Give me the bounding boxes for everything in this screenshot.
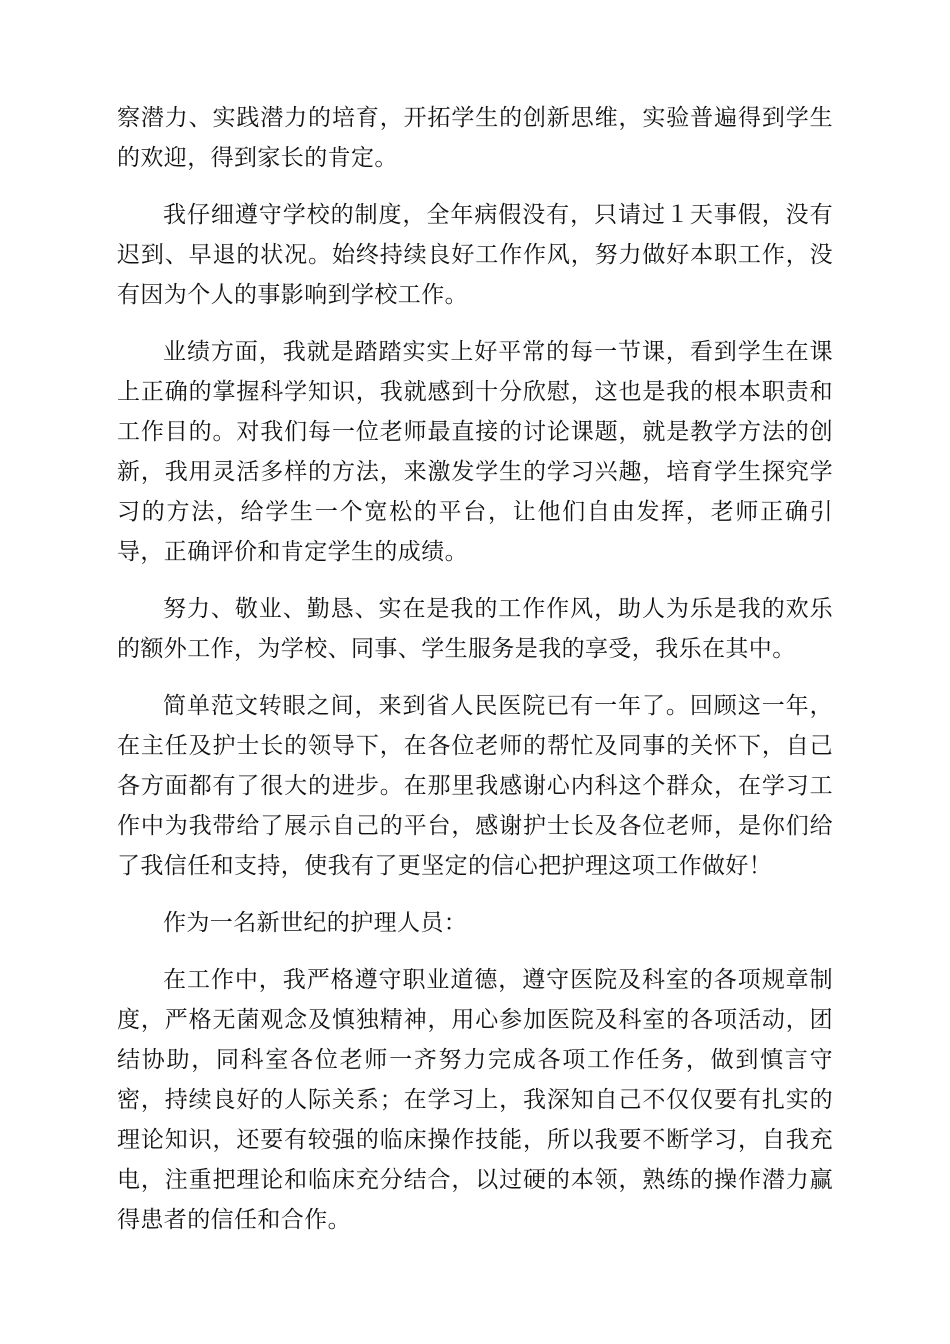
- paragraph-5: 简单范文转眼之间，来到省人民医院已有一年了。回顾这一年，在主任及护士长的领导下，在各位老师的帮忙及同事的关怀下，自己各方面都有了很大的进步。在那里我感谢心内科这个群众，在学习工作中为我带给了展示自己的平台，感谢护士长及各位老师，是你们给了我信任和支持，使我有了更坚定的信心把护理这项工作做好！: [117, 693, 833, 879]
- paragraph-4: 努力、敬业、勤恳、实在是我的工作作风，助人为乐是我的欢乐的额外工作，为学校、同事、学生服务是我的享受，我乐在其中。: [117, 596, 833, 662]
- paragraph-2: 我仔细遵守学校的制度，全年病假没有，只请过１天事假，没有迟到、早退的状况。始终持续良好工作作风，努力做好本职工作，没有因为个人的事影响到学校工作。: [117, 202, 833, 308]
- paragraph-3: 业绩方面，我就是踏踏实实上好平常的每一节课，看到学生在课上正确的掌握科学知识，我就感到十分欣慰，这也是我的根本职责和工作目的。对我们每一位老师最直接的讨论课题，就是教学方法的创新，我用灵活多样的方法，来激发学生的学习兴趣，培育学生探究学习的方法，给学生一个宽松的平台，让他们自由发挥，老师正确引导，正确评价和肯定学生的成绩。: [117, 339, 833, 565]
- paragraph-1: 察潜力、实践潜力的培育，开拓学生的创新思维，实验普遍得到学生的欢迎，得到家长的肯定。: [117, 105, 833, 171]
- document-body: [117, 98, 833, 1240]
- paragraph-6: 作为一名新世纪的护理人员：: [163, 910, 468, 936]
- paragraph-7: 在工作中，我严格遵守职业道德，遵守医院及科室的各项规章制度，严格无菌观念及慎独精神，用心参加医院及科室的各项活动，团结协助，同科室各位老师一齐努力完成各项工作任务，做到慎言守密，持续良好的人际关系；在学习上，我深知自己不仅仅要有扎实的理论知识，还要有较强的临床操作技能，所以我要不断学习，自我充电，注重把理论和临床充分结合，以过硬的本领，熟练的操作潜力赢得患者的信任和合作。: [117, 967, 833, 1233]
